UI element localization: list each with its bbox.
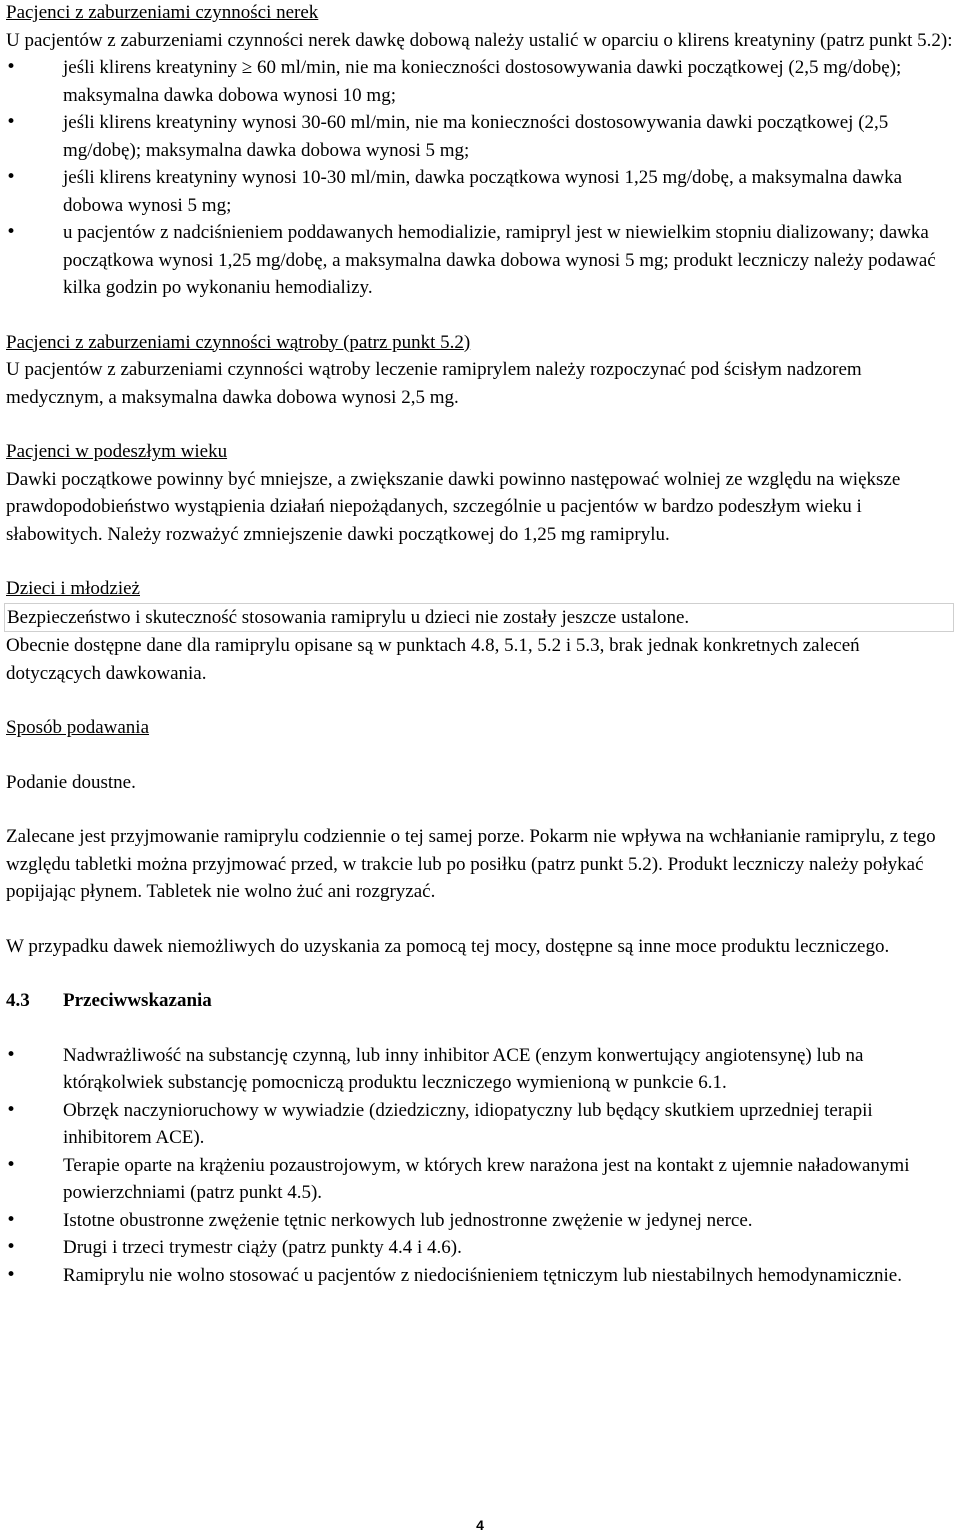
liver-text: U pacjentów z zaburzeniami czynności wątroby leczenie ramiprylem należy rozpoczynać pod ścisłym nadzorem medycznym, a maksymalna dawka dobowa wynosi 2,5 mg. (6, 359, 862, 408)
contraindications-list (6, 1042, 956, 1290)
list-item: • Ramiprylu nie wolno stosować u pacjentów z niedociśnieniem tętniczym lub niestabilnych hemodynamicznie. (6, 1262, 956, 1290)
list-item: • Nadwrażliwość na substancję czynną, lub inny inhibitor ACE (enzym konwertujący angiotensynę) lub na którąkolwiek substancję pomocniczą produktu leczniczego wymienioną w punkcie 6.1. (6, 1042, 956, 1097)
bullet-icon: • (6, 1237, 17, 1257)
children-heading: Dzieci i młodzież (6, 578, 140, 599)
bullet-icon: • (6, 167, 17, 187)
list-item: • Terapie oparte na krążeniu pozaustrojowym, w których krew narażona jest na kontakt z ujemnie naładowanymi powierzchniami (patrz punkt 4.5). (6, 1152, 956, 1207)
section-number: 4.3 (6, 990, 30, 1011)
list-item: • u pacjentów z nadciśnieniem poddawanych hemodializie, ramipryl jest w niewielkim stopniu dializowany; dawka początkowa wynosi 1,25 mg/dobę, a maksymalna dawka dobowa wynosi 5 mg; produkt leczniczy należy podawać kilka godzin po wykonaniu hemodializy. (6, 219, 956, 302)
bullet-icon: • (6, 1209, 17, 1230)
bullet-icon: • (6, 1264, 17, 1285)
administration-p1: Podanie doustne. (6, 771, 136, 793)
administration-p3: W przypadku dawek niemożliwych do uzyskania za pomocą tej mocy, dostępne są inne moce produktu leczniczego. (6, 935, 890, 957)
bullet-icon: • (6, 112, 17, 132)
elderly-text: Dawki początkowe powinny być mniejsze, a zwiększanie dawki powinno następować wolniej ze względu na większe prawdopodobieństwo wystąpienia działań niepożądanych, szczególnie u pacjentów w bardzo podeszłym wieku i słabowitych. Należy rozważyć zmniejszenie dawki początkowej do 1,25 mg ramiprylu. (6, 468, 901, 545)
administration-p2: Zalecane jest przyjmowanie ramiprylu codziennie o tej samej porze. Pokarm nie wpływa na wchłanianie ramiprylu, z tego względu tabletki można przyjmować przed, w trakcie lub po posiłku (patrz punkt 5.2). Produkt leczniczy należy połykać popijając płynem. Tabletek nie wolno żuć ani rozgryzać. (6, 826, 936, 902)
bullet-icon: • (6, 222, 17, 242)
elderly-heading: Pacjenci w podeszłym wieku (6, 441, 228, 462)
bullet-icon: • (6, 1154, 17, 1175)
bullet-icon: • (6, 57, 17, 77)
list-item: • Istotne obustronne zwężenie tętnic nerkowych lub jednostronne zwężenie w jedynej nerce. (6, 1207, 956, 1235)
list-item: • jeśli klirens kreatyniny wynosi 10-30 ml/min, dawka początkowa wynosi 1,25 mg/dobę, a maksymalna dawka dobowa wynosi 5 mg; (6, 164, 956, 219)
kidney-bullet-list (6, 54, 956, 302)
page-number: 4 (476, 1517, 484, 1533)
children-text-line1: Bezpieczeństwo i skuteczność stosowania ramiprylu u dzieci nie zostały jeszcze ustalone. (4, 603, 954, 633)
kidney-intro: U pacjentów z zaburzeniami czynności nerek dawkę dobową należy ustalić w oparciu o klirens kreatyniny (patrz punkt 5.2): (6, 29, 953, 51)
children-text-line2: Obecnie dostępne dane dla ramiprylu opisane są w punktach 4.8, 5.1, 5.2 i 5.3, brak jednak konkretnych zaleceń dotyczących dawkowania. (6, 635, 860, 684)
section-heading (6, 987, 956, 1015)
administration-heading: Sposób podawania (6, 717, 150, 738)
list-item: • Drugi i trzeci trymestr ciąży (patrz punkty 4.4 i 4.6). (6, 1234, 956, 1262)
list-item: • jeśli klirens kreatyniny ≥ 60 ml/min, nie ma konieczności dostosowywania dawki początkowej (2,5 mg/dobę); maksymalna dawka dobowa wynosi 10 mg; (6, 54, 956, 109)
document-page (6, 0, 956, 1289)
list-item: • Obrzęk naczynioruchowy w wywiadzie (dziedziczny, idiopatyczny lub będący skutkiem uprzedniej terapii inhibitorem ACE). (6, 1097, 956, 1152)
section-title: Przeciwwskazania (63, 990, 212, 1011)
list-item: • jeśli klirens kreatyniny wynosi 30-60 ml/min, nie ma konieczności dostosowywania dawki początkowej (2,5 mg/dobę); maksymalna dawka dobowa wynosi 5 mg; (6, 109, 956, 164)
liver-heading: Pacjenci z zaburzeniami czynności wątroby (patrz punkt 5.2) (6, 331, 471, 353)
kidney-heading: Pacjenci z zaburzeniami czynności nerek (6, 2, 319, 23)
bullet-icon: • (6, 1044, 17, 1065)
bullet-icon: • (6, 1099, 17, 1120)
